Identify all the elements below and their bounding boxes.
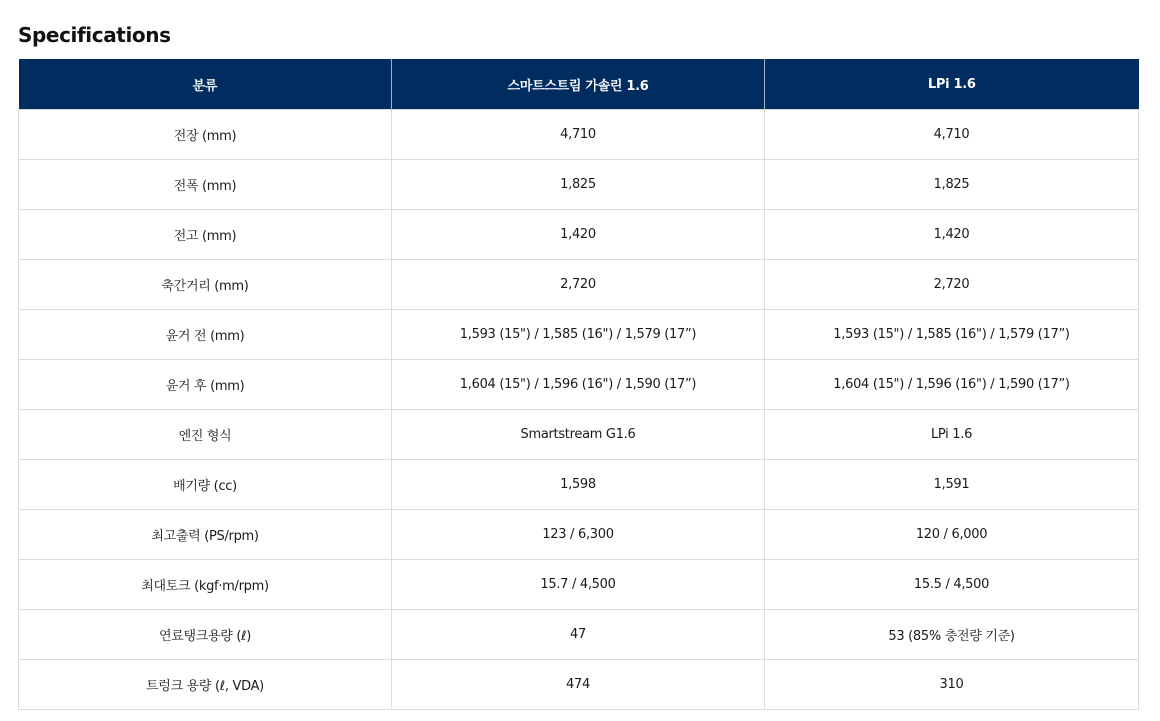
row-label: 엔진 형식 bbox=[19, 410, 392, 460]
row-label: 배기량 (cc) bbox=[19, 460, 392, 510]
lpi-value: 1,825 bbox=[765, 160, 1139, 210]
row-label: 연료탱크용량 (ℓ) bbox=[19, 610, 392, 660]
lpi-value: 2,720 bbox=[765, 260, 1139, 310]
row-label: 최대토크 (kgf·m/rpm) bbox=[19, 560, 392, 610]
lpi-value: 310 bbox=[765, 660, 1139, 710]
row-label: 축간거리 (mm) bbox=[19, 260, 392, 310]
row-label: 전폭 (mm) bbox=[19, 160, 392, 210]
table-row bbox=[19, 310, 1139, 360]
row-label: 트렁크 용량 (ℓ, VDA) bbox=[19, 660, 392, 710]
gasoline-value: 1,420 bbox=[392, 210, 765, 260]
specifications-table bbox=[18, 59, 1139, 710]
page-title: Specifications bbox=[18, 22, 171, 47]
table-row bbox=[19, 410, 1139, 460]
table-row bbox=[19, 510, 1139, 560]
table-header-row bbox=[19, 59, 1139, 110]
lpi-value: 1,591 bbox=[765, 460, 1139, 510]
gasoline-value: 1,593 (15") / 1,585 (16") / 1,579 (17”) bbox=[392, 310, 765, 360]
gasoline-value: 1,598 bbox=[392, 460, 765, 510]
table-row bbox=[19, 560, 1139, 610]
gasoline-value: 2,720 bbox=[392, 260, 765, 310]
gasoline-value: 47 bbox=[392, 610, 765, 660]
table-row bbox=[19, 210, 1139, 260]
gasoline-value: Smartstream G1.6 bbox=[392, 410, 765, 460]
row-label: 윤거 전 (mm) bbox=[19, 310, 392, 360]
gasoline-value: 1,604 (15") / 1,596 (16") / 1,590 (17”) bbox=[392, 360, 765, 410]
table-row bbox=[19, 610, 1139, 660]
lpi-value: 4,710 bbox=[765, 110, 1139, 160]
header-lpi-1-6: LPi 1.6 bbox=[765, 59, 1139, 110]
lpi-value: 120 / 6,000 bbox=[765, 510, 1139, 560]
lpi-value: 1,593 (15") / 1,585 (16") / 1,579 (17”) bbox=[765, 310, 1139, 360]
gasoline-value: 123 / 6,300 bbox=[392, 510, 765, 560]
lpi-value: 53 (85% 충전량 기준) bbox=[765, 610, 1139, 660]
row-label: 윤거 후 (mm) bbox=[19, 360, 392, 410]
lpi-value: 1,604 (15") / 1,596 (16") / 1,590 (17”) bbox=[765, 360, 1139, 410]
header-category: 분류 bbox=[19, 59, 392, 110]
table-row bbox=[19, 360, 1139, 410]
table-row bbox=[19, 110, 1139, 160]
row-label: 최고출력 (PS/rpm) bbox=[19, 510, 392, 560]
header-gasoline-1-6: 스마트스트림 가솔린 1.6 bbox=[392, 59, 765, 110]
gasoline-value: 1,825 bbox=[392, 160, 765, 210]
table-row bbox=[19, 460, 1139, 510]
lpi-value: 1,420 bbox=[765, 210, 1139, 260]
table-row bbox=[19, 260, 1139, 310]
gasoline-value: 15.7 / 4,500 bbox=[392, 560, 765, 610]
gasoline-value: 474 bbox=[392, 660, 765, 710]
row-label: 전고 (mm) bbox=[19, 210, 392, 260]
table-row bbox=[19, 160, 1139, 210]
table-row bbox=[19, 660, 1139, 710]
gasoline-value: 4,710 bbox=[392, 110, 765, 160]
row-label: 전장 (mm) bbox=[19, 110, 392, 160]
lpi-value: 15.5 / 4,500 bbox=[765, 560, 1139, 610]
lpi-value: LPi 1.6 bbox=[765, 410, 1139, 460]
